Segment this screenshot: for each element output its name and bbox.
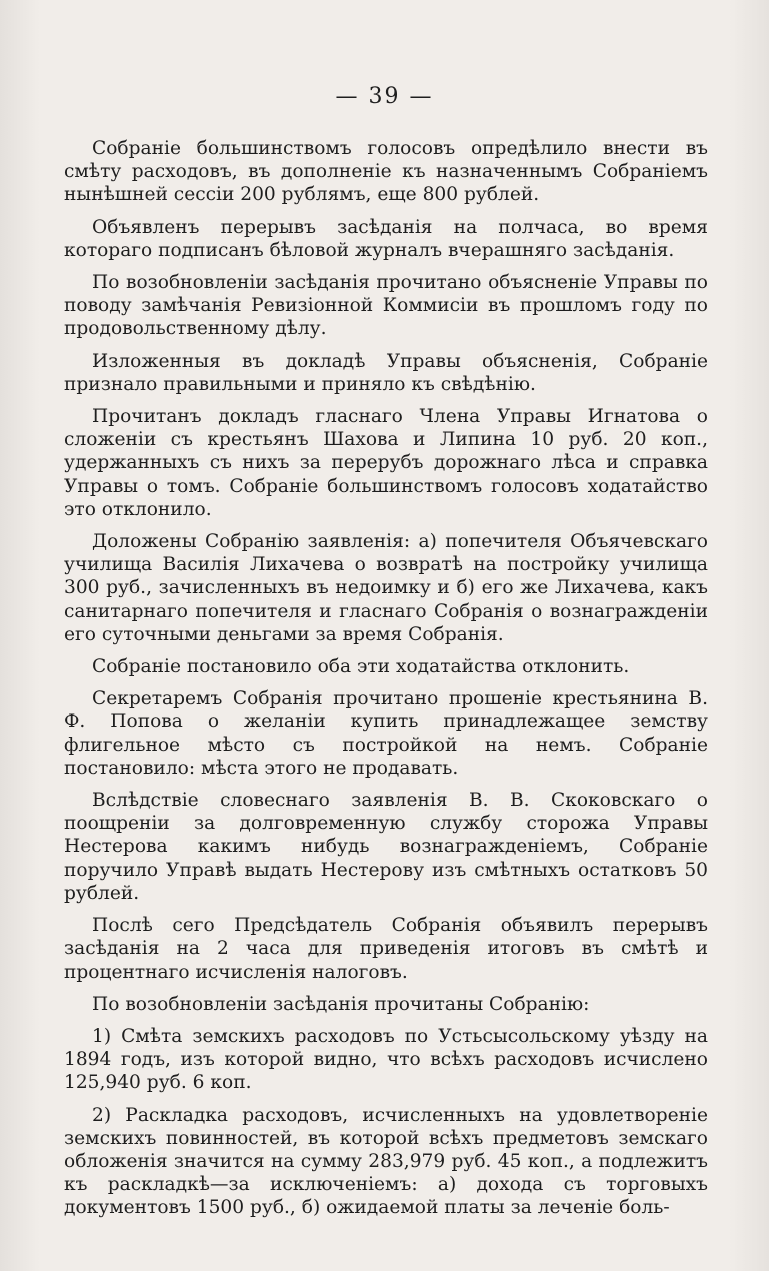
paragraph-1: Собраніе большинствомъ голосовъ опредѣлило внести въ смѣту расходовъ, въ дополненіе къ назначеннымъ Собраніемъ нынѣшней сессіи 200 рублямъ, еще 800 рублей. — [64, 138, 708, 206]
paragraph-4: Изложенныя въ докладѣ Управы объясненія, Собраніе признало правильными и приняло къ свѣдѣнію. — [64, 350, 708, 395]
paragraph-2: Объявленъ перерывъ засѣданія на полчаса, во время котораго подписанъ бѣловой журналъ вчерашняго засѣданія. — [64, 216, 708, 261]
page-body — [64, 137, 708, 1220]
paragraph-8: Секретаремъ Собранія прочитано прошеніе крестьянина В. Ф. Попова о желаніи купить принадлежащее земству флигельное мѣсто съ постройкой на немъ. Собраніе постановило: мѣста этого не продавать. — [64, 688, 708, 779]
paragraph-12: 1) Смѣта земскихъ расходовъ по Устьсысольскому уѣзду на 1894 годъ, изъ которой видно, что всѣхъ расходовъ исчислено 125,940 руб. 6 коп. — [64, 1025, 708, 1094]
paragraph-13: 2) Раскладка расходовъ, исчисленныхъ на удовлетвореніе земскихъ повинностей, въ которой всѣхъ предметовъ земскаго обложенія значится на сумму 283,979 руб. 45 коп., а подлежитъ къ раскладкѣ—за исключеніемъ: а) дохода съ торговыхъ документовъ 1500 руб., б) ожидаемой платы за леченіе боль- — [64, 1104, 708, 1219]
paragraph-3: По возобновленіи засѣданія прочитано объясненіе Управы по поводу замѣчанія Ревизіонной Коммисіи въ прошломъ году по продовольственному дѣлу. — [64, 272, 708, 340]
paragraph-5: Прочитанъ докладъ гласнаго Члена Управы Игнатова о сложеніи съ крестьянъ Шахова и Липина 10 руб. 20 коп., удержанныхъ съ нихъ за перерубъ дорожнаго лѣса и справка Управы о томъ. Собраніе большинствомъ голосовъ ходатайство это отклонило. — [64, 406, 708, 520]
paragraph-7: Собраніе постановило оба эти ходатайства отклонить. — [92, 656, 630, 678]
paragraph-9: Вслѣдствіе словеснаго заявленія В. В. Скоковскаго о поощреніи за долговременную службу сторожа Управы Нестерова какимъ нибудь вознагражденіемъ, Собраніе поручило Управѣ выдать Нестерову изъ смѣтныхъ остатковъ 50 рублей. — [64, 790, 708, 904]
paragraph-10: Послѣ сего Предсѣдатель Собранія объявилъ перерывъ засѣданія на 2 часа для приведенія итоговъ въ смѣтѣ и процентнаго исчисленія налоговъ. — [64, 915, 708, 983]
page-number: — 39 — — [335, 84, 434, 109]
paragraph-6: Доложены Собранію заявленія: а) попечителя Объячевскаго училища Василія Лихачева о возвратѣ на постройку училища 300 руб., зачисленныхъ въ недоимку и б) его же Лихачева, какъ санитарнаго попечителя и гласнаго Собранія о вознагражденіи его суточными деньгами за время Собранія. — [64, 531, 708, 645]
paragraph-11: По возобновленіи засѣданія прочитаны Собранію: — [92, 993, 590, 1015]
